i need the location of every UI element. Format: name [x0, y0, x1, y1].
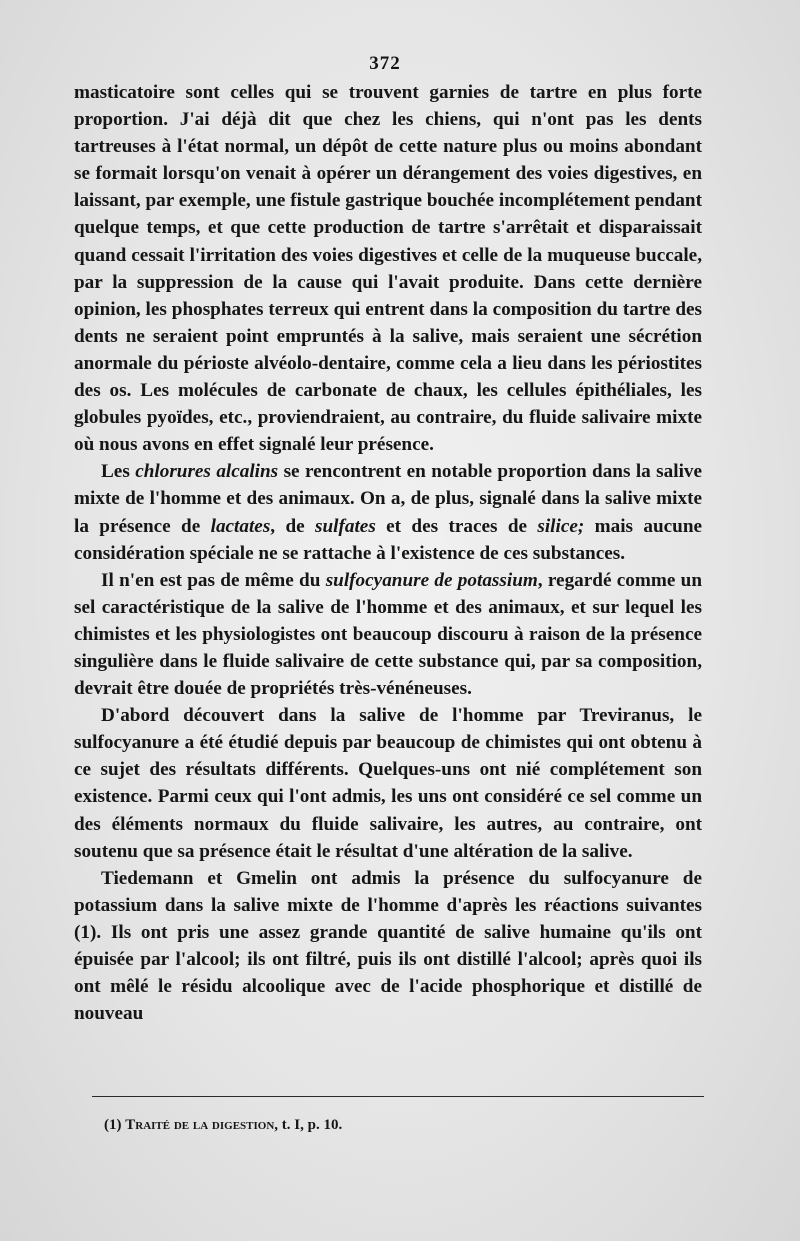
paragraph-2	[74, 458, 702, 566]
footnote-title: Traité de la digestion	[125, 1117, 275, 1133]
body-text	[74, 79, 702, 1027]
text-run: se rencontrent en notable proportion dans la salive mixte de l'homme et des animaux. On a, de plus, signalé dans la salive mixte la présence de	[74, 461, 703, 537]
italic-term: chlorures alcalins	[135, 461, 279, 483]
text-run: , regardé comme un sel caractéristique de la salive de l'homme et des animaux, et sur lequel les chimistes et les physiologistes ont beaucoup discouru à raison de la présence singulière dans le fluide salivaire de cette substance qui, par sa composition, devrait être douée de propriétés très-vénéneuses.	[74, 569, 702, 700]
paragraph-4	[74, 702, 702, 865]
footnote-marker: (1)	[104, 1117, 122, 1133]
text-run: , de	[270, 515, 316, 537]
italic-term: sulfates	[315, 515, 376, 537]
paragraph-5	[74, 865, 702, 1028]
italic-term: lactates	[210, 515, 271, 537]
footnote-divider	[92, 1096, 704, 1097]
text-run: D'abord découvert dans la salive de l'homme par Treviranus, le sulfocyanure a été étudié depuis par beaucoup de chimistes qui ont obtenu à ce sujet des résultats différents. Quelques-uns ont nié complétement son existence. Parmi ceux qui l'ont admis, les uns ont considéré ce sel comme un des éléments normaux du fluide salivaire, les autres, au contraire, ont soutenu que sa présence était le résultat d'une altération de la salive.	[74, 705, 702, 862]
footnote	[104, 1115, 704, 1135]
italic-term: silice;	[537, 515, 585, 537]
text-run: Il n'en est pas de même du	[101, 569, 326, 591]
text-run: Tiedemann et Gmelin ont admis la présence du sulfocyanure de potassium dans la salive mixte de l'homme d'après les réactions suivantes (1). Ils ont pris une assez grande quantité de salive humaine qu'ils ont épuisée par l'alcool; ils ont filtré, puis ils ont distillé l'alcool; après quoi ils ont mêlé le résidu alcoolique avec de l'acide phosphorique et distillé de nouveau	[74, 867, 702, 1025]
page-number: 372	[369, 53, 401, 74]
footnote-reference: , t. I, p. 10.	[274, 1117, 343, 1133]
text-run: mais aucune considération spéciale ne se rattache à l'existence de ces substances.	[74, 515, 703, 564]
paragraph-3	[74, 567, 702, 702]
text-run: masticatoire sont celles qui se trouvent garnies de tartre en plus forte proportion. J'ai déjà dit que chez les chiens, qui n'ont pas les dents tartreuses à l'état normal, un dépôt de cette nature plus ou moins abondant se formait lorsqu'on venait à opérer un dérangement des voies digestives, en laissant, par exemple, une fistule gastrique bouchée incomplétement pendant quelque temps, et que cette production de tartre s'arrêtait et disparaissait quand cessait l'irritation des voies digestives et celle de la muqueuse buccale, par la suppression de la cause qui l'avait produite. Dans cette dernière opinion, les phosphates terreux qui entrent dans la composition du tartre des dents ne seraient point empruntés à la salive, mais seraient une sécrétion anormale du périoste alvéolo-dentaire, comme cela a lieu dans les périostites des os. Les molécules de carbonate de chaux, les cellules épithéliales, les globules pyoïdes, etc., proviendraient, au contraire, du fluide salivaire mixte où nous avons en effet signalé leur présence.	[74, 82, 702, 456]
italic-term: sulfocyanure de potassium	[325, 569, 538, 591]
text-run: Les	[101, 461, 136, 483]
text-run: et des traces de	[375, 515, 538, 537]
paragraph-1	[74, 79, 702, 458]
